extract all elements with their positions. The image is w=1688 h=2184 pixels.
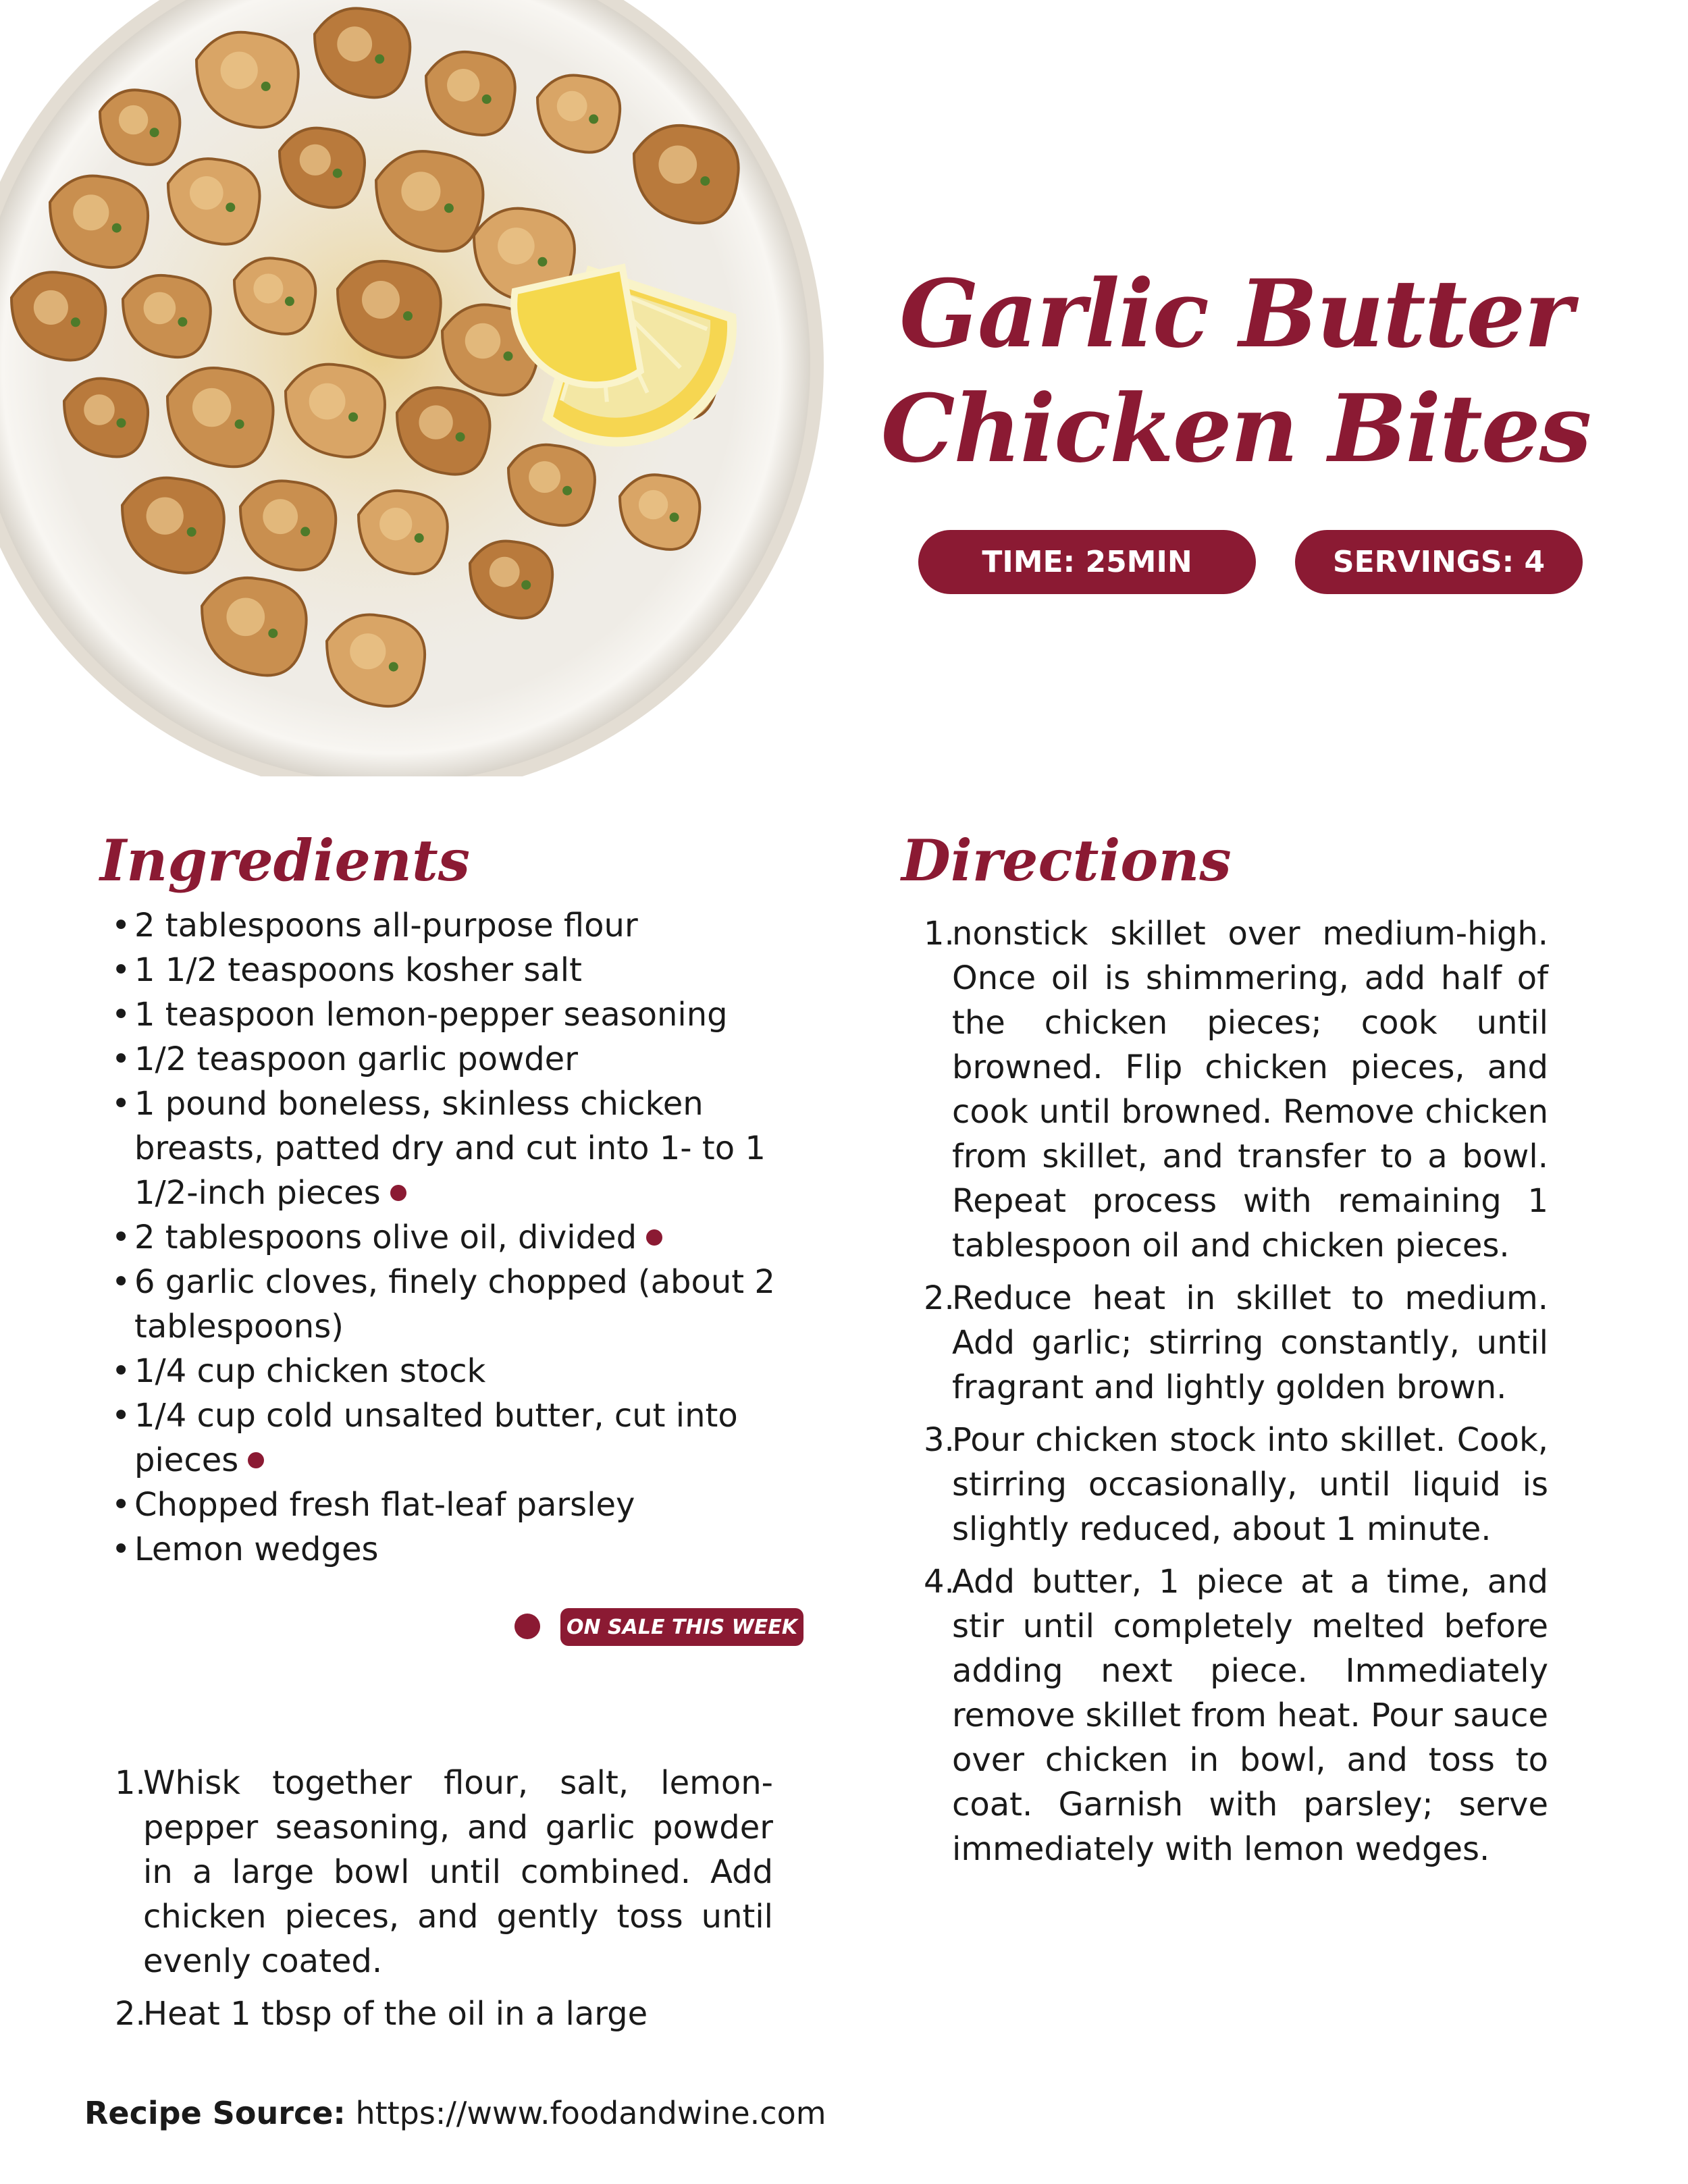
parsley-fleck-icon [403, 311, 413, 321]
chicken-highlight-icon [337, 26, 372, 61]
chicken-highlight-icon [73, 194, 109, 230]
ingredient-text: 2 tablespoons all-purpose flour [134, 907, 638, 944]
parsley-fleck-icon [261, 82, 271, 91]
step-text: Reduce heat in skillet to medium. Add garlic; stirring constantly, until fragrant and lightly golden brown. [952, 1279, 1548, 1406]
chicken-highlight-icon [350, 633, 386, 669]
ingredient-item [111, 1393, 793, 1483]
parsley-fleck-icon [444, 203, 454, 213]
parsley-fleck-icon [562, 486, 572, 496]
chicken-highlight-icon [447, 69, 479, 101]
parsley-fleck-icon [285, 296, 294, 306]
chicken-highlight-icon [309, 383, 346, 420]
recipe-photo [0, 0, 830, 776]
chicken-highlight-icon [379, 508, 412, 540]
parsley-fleck-icon [700, 176, 710, 186]
chicken-highlight-icon [253, 273, 283, 303]
chicken-highlight-icon [192, 388, 231, 427]
source-label: Recipe Source: [84, 2095, 346, 2131]
direction-step [924, 1560, 1548, 1871]
parsley-fleck-icon [178, 317, 187, 327]
chicken-highlight-icon [498, 228, 535, 265]
direction-step [115, 1992, 773, 2036]
ingredient-item [111, 1215, 793, 1260]
direction-step [115, 1761, 773, 1983]
chicken-plate-icon [0, 0, 830, 776]
servings-badge: SERVINGS: 4 [1295, 530, 1583, 594]
chicken-highlight-icon [529, 461, 560, 493]
chicken-highlight-icon [147, 498, 184, 535]
direction-step [924, 911, 1548, 1268]
parsley-fleck-icon [300, 527, 310, 536]
parsley-fleck-icon [333, 169, 342, 178]
chicken-highlight-icon [221, 52, 258, 89]
title-line-1: Garlic Butter [899, 259, 1572, 369]
ingredient-text: 1/4 cup chicken stock [134, 1352, 486, 1390]
step-text: nonstick skillet over medium-high. Once oil is shimmering, add half of the chicken pieces; cook until browned. Flip chicken pieces, and cook until browned. Remove chicken from skillet, and transfer to a bowl. Repeat process with remaining 1 tablespoon oil and chicken pieces. [952, 915, 1548, 1264]
parsley-fleck-icon [112, 223, 122, 233]
ingredient-text: Chopped fresh flat-leaf parsley [134, 1486, 635, 1524]
parsley-fleck-icon [670, 512, 679, 522]
ingredient-item [111, 903, 793, 948]
parsley-fleck-icon [150, 128, 159, 137]
parsley-fleck-icon [415, 533, 424, 543]
ingredient-item [111, 948, 793, 992]
parsley-fleck-icon [504, 352, 513, 361]
chicken-highlight-icon [419, 405, 452, 439]
ingredient-item [111, 1037, 793, 1082]
directions-steps-left [115, 1761, 773, 2036]
step-number: 1. [115, 1764, 146, 1802]
ingredient-item [111, 992, 793, 1037]
ingredient-text: 1 teaspoon lemon-pepper seasoning [134, 996, 728, 1034]
parsley-fleck-icon [456, 432, 465, 442]
chicken-highlight-icon [300, 144, 331, 176]
chicken-highlight-icon [263, 499, 298, 534]
step-number: 2. [924, 1279, 955, 1317]
step-number: 4. [924, 1563, 955, 1601]
title-line-2: Chicken Bites [880, 373, 1591, 483]
on-sale-dot-icon [390, 1185, 406, 1201]
chicken-highlight-icon [490, 557, 520, 587]
step-number: 2. [115, 1995, 146, 2033]
ingredient-text: 1/4 cup cold unsalted butter, cut into pieces [134, 1397, 738, 1479]
chicken-highlight-icon [401, 171, 440, 211]
step-text: Heat 1 tbsp of the oil in a large [143, 1995, 648, 2033]
directions-steps-right [924, 911, 1548, 1871]
step-number: 3. [924, 1421, 955, 1459]
on-sale-label: ON SALE THIS WEEK [560, 1608, 803, 1646]
parsley-fleck-icon [235, 419, 244, 429]
direction-step [924, 1276, 1548, 1410]
ingredient-text: 1/2 teaspoon garlic powder [134, 1040, 578, 1078]
parsley-fleck-icon [589, 114, 598, 124]
ingredient-item [111, 1527, 793, 1572]
chicken-highlight-icon [34, 290, 68, 325]
step-number: 1. [924, 915, 955, 953]
ingredient-text: 6 garlic cloves, finely chopped (about 2 tablespoons) [134, 1263, 775, 1346]
parsley-fleck-icon [226, 203, 235, 212]
ingredient-text: 1 pound boneless, skinless chicken breasts, patted dry and cut into 1- to 1 1/2-inch pieces [134, 1085, 766, 1212]
chicken-highlight-icon [119, 105, 148, 134]
ingredient-text: 1 1/2 teaspoons kosher salt [134, 951, 582, 989]
chicken-highlight-icon [84, 394, 115, 425]
chicken-highlight-icon [557, 91, 587, 122]
recipe-title [878, 257, 1593, 486]
directions-heading: Directions [901, 827, 1232, 894]
chicken-highlight-icon [639, 490, 668, 519]
ingredient-text: Lemon wedges [134, 1530, 379, 1568]
chicken-highlight-icon [190, 176, 223, 210]
ingredient-item [111, 1483, 793, 1527]
chicken-highlight-icon [658, 145, 697, 184]
parsley-fleck-icon [375, 54, 384, 63]
chicken-highlight-icon [226, 597, 265, 636]
step-text: Whisk together flour, salt, lemon-pepper seasoning, and garlic powder in a large bowl until combined. Add chicken pieces, and gently toss until evenly coated. [143, 1764, 773, 1980]
parsley-fleck-icon [482, 95, 492, 104]
chicken-highlight-icon [362, 281, 400, 319]
ingredient-item [111, 1349, 793, 1393]
parsley-fleck-icon [389, 662, 398, 672]
parsley-fleck-icon [117, 419, 126, 428]
on-sale-dot-icon [248, 1452, 264, 1468]
on-sale-dot-icon [646, 1229, 662, 1246]
step-text: Add butter, 1 piece at a time, and stir until completely melted before adding next piece. Immediately remove skillet from heat. Pour sauce over chicken in bowl, and toss to coat. Garnish with parsley; serve immediately with lemon wedges. [952, 1563, 1548, 1868]
ingredients-heading: Ingredients [100, 827, 471, 894]
ingredient-item [111, 1260, 793, 1349]
parsley-fleck-icon [71, 317, 80, 327]
ingredients-list [111, 903, 793, 1572]
ingredient-text: 2 tablespoons olive oil, divided [134, 1219, 637, 1256]
ingredient-item [111, 1082, 793, 1215]
source-url[interactable]: https://www.foodandwine.com [355, 2095, 826, 2131]
recipe-source [84, 2093, 826, 2133]
step-text: Pour chicken stock into skillet. Cook, stirring occasionally, until liquid is slightly reduced, about 1 minute. [952, 1421, 1548, 1548]
parsley-fleck-icon [537, 257, 547, 267]
parsley-fleck-icon [521, 580, 531, 589]
chicken-highlight-icon [144, 292, 176, 325]
sale-dot-icon [515, 1614, 540, 1639]
time-badge: TIME: 25MIN [918, 530, 1256, 594]
parsley-fleck-icon [187, 527, 196, 537]
parsley-fleck-icon [268, 629, 278, 638]
parsley-fleck-icon [348, 412, 358, 422]
chicken-highlight-icon [465, 323, 501, 359]
direction-step [924, 1418, 1548, 1551]
